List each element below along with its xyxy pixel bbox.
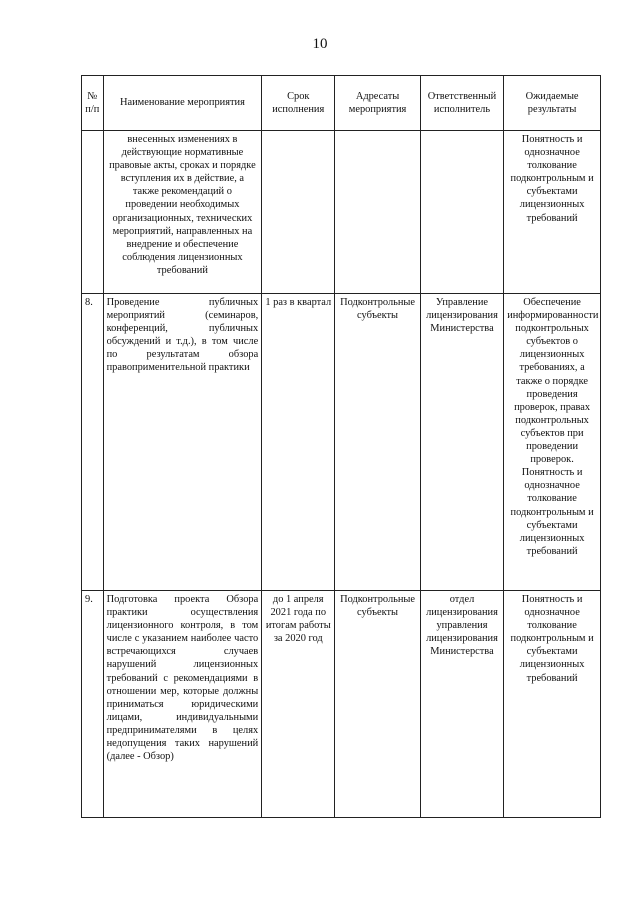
header-addressees: Адресаты мероприятия	[335, 76, 420, 131]
measures-table	[81, 75, 601, 818]
row-name: внесенных изменениях в действующие нормативные правовые акты, сроках и порядке вступления их в действие, а также рекомендаций о проведении необходимых организационных, технических мероприятий, направленных на внедрение и обеспечение соблюдения лицензионных требований	[103, 131, 262, 294]
row-name: Подготовка проекта Обзора практики осуществления лицензионного контроля, в том числе с указанием наиболее часто встречающихся случаев нарушений лицензионных требований с рекомендациями в отношении мер, которые должны приниматься юридическими лицами, индивидуальными предпринимателями в целях недопущения таких нарушений (далее - Обзор)	[103, 591, 262, 818]
row-term: до 1 апреля 2021 года по итогам работы за 2020 год	[262, 591, 335, 818]
row-addressees: Подконтрольные субъекты	[335, 294, 420, 591]
row-term: 1 раз в квартал	[262, 294, 335, 591]
row-num: 9.	[82, 591, 104, 818]
header-name: Наименование мероприятия	[103, 76, 262, 131]
row-num	[82, 131, 104, 294]
table-header-row	[82, 76, 601, 131]
row-results: Обеспечение информированности подконтрольных субъектов о лицензионных требованиях, а также о порядке проведения проверок, правах подконтрольных субъектов при проведении проверок. Понятность и однозначное толкование подконтрольным и субъектами лицензионных требований	[504, 294, 601, 591]
row-results: Понятность и однозначное толкование подконтрольным и субъектами лицензионных требований	[504, 591, 601, 818]
header-results: Ожидаемые результаты	[504, 76, 601, 131]
table-row	[82, 131, 601, 294]
row-num: 8.	[82, 294, 104, 591]
row-responsible	[420, 131, 503, 294]
header-responsible: Ответственный исполнитель	[420, 76, 503, 131]
page-number: 10	[312, 36, 328, 52]
row-addressees	[335, 131, 420, 294]
header-num: № п/п	[82, 76, 104, 131]
header-term: Срок исполнения	[262, 76, 335, 131]
row-results: Понятность и однозначное толкование подконтрольным и субъектами лицензионных требований	[504, 131, 601, 294]
row-responsible: Управление лицензирования Министерства	[420, 294, 503, 591]
row-term	[262, 131, 335, 294]
row-responsible: отдел лицензирования управления лицензирования Министерства	[420, 591, 503, 818]
row-addressees: Подконтрольные субъекты	[335, 591, 420, 818]
table-row	[82, 591, 601, 818]
table-row	[82, 294, 601, 591]
row-name: Проведение публичных мероприятий (семинаров, конференций, публичных обсуждений и т.д.), в том числе по результатам обзора правоприменительной практики	[103, 294, 262, 591]
